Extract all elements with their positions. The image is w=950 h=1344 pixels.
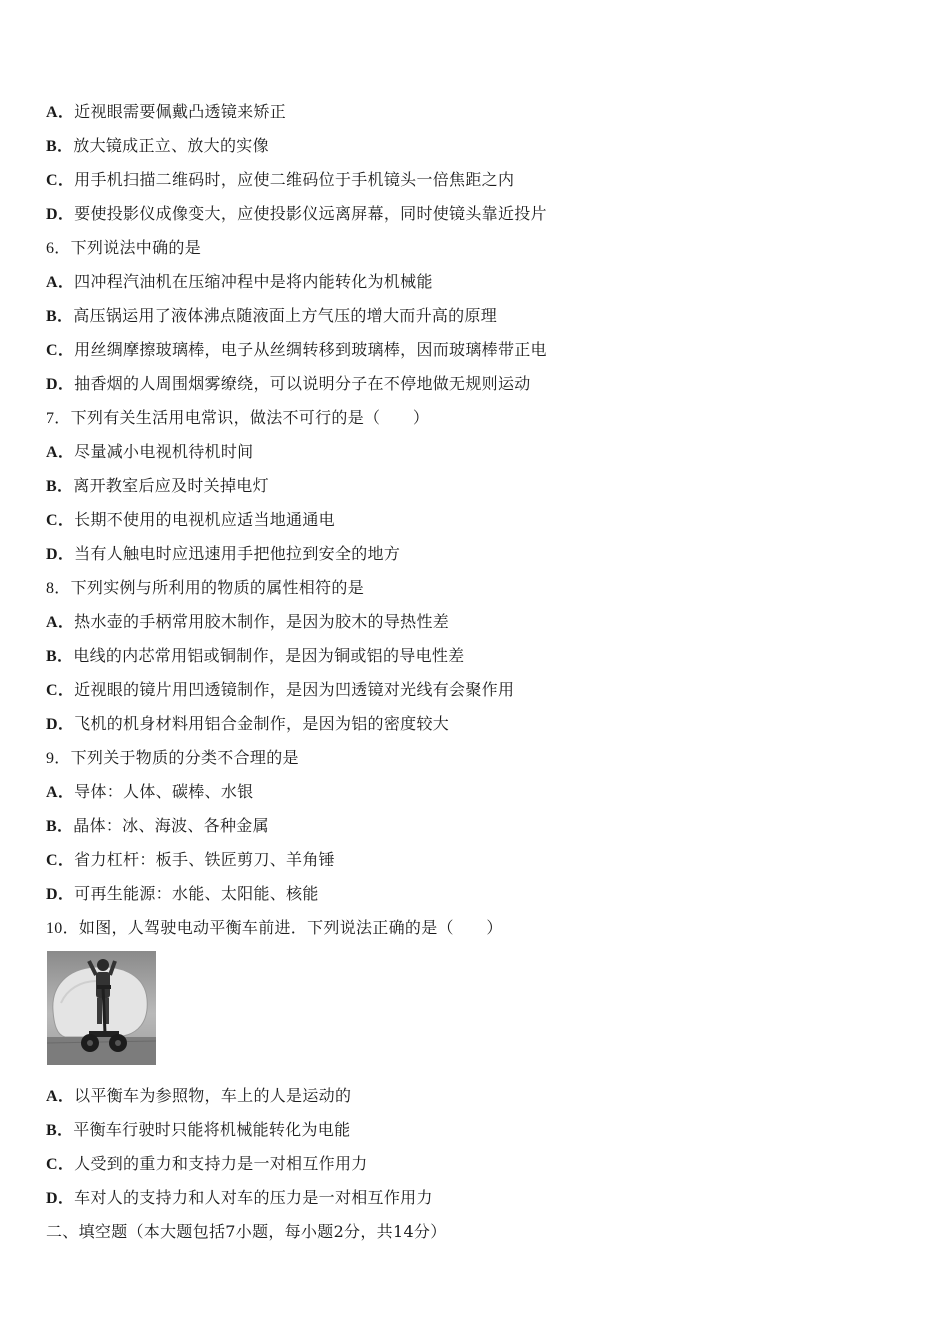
option-letter: A．	[46, 1088, 75, 1105]
option-letter: B．	[46, 648, 74, 665]
option-text: 用手机扫描二维码时，应使二维码位于手机镜头一倍焦距之内	[74, 170, 515, 189]
q10-option-c	[46, 1154, 368, 1175]
option-letter: C．	[46, 682, 75, 699]
option-text: 以平衡车为参照物，车上的人是运动的	[74, 1086, 352, 1105]
question-6	[46, 238, 201, 259]
q10-option-d	[46, 1188, 433, 1209]
option-text: 省力杠杆：板手、铁匠剪刀、羊角锤	[74, 850, 335, 869]
q5-option-c	[46, 170, 514, 191]
option-text: 四冲程汽油机在压缩冲程中是将内能转化为机械能	[74, 272, 433, 291]
q8-option-a	[46, 612, 449, 633]
option-text: 尽量减小电视机待机时间	[74, 442, 254, 461]
option-letter: A．	[46, 104, 75, 121]
option-letter: B．	[46, 138, 74, 155]
question-stem: 下列有关生活用电常识，做法不可行的是（ ）	[70, 408, 430, 427]
option-text: 离开教室后应及时关掉电灯	[73, 476, 269, 495]
option-letter: B．	[46, 818, 74, 835]
option-text: 用丝绸摩擦玻璃棒，电子从丝绸转移到玻璃棒，因而玻璃棒带正电	[74, 340, 547, 359]
option-letter: C．	[46, 852, 75, 869]
option-letter: D．	[46, 546, 75, 563]
q7-option-b	[46, 476, 269, 497]
option-letter: C．	[46, 512, 75, 529]
option-letter: A．	[46, 784, 75, 801]
option-letter: A．	[46, 274, 75, 291]
option-letter: D．	[46, 716, 75, 733]
option-text: 抽香烟的人周围烟雾缭绕，可以说明分子在不停地做无规则运动	[74, 374, 531, 393]
q6-option-c	[46, 340, 547, 361]
option-text: 热水壶的手柄常用胶木制作，是因为胶木的导热性差	[74, 612, 450, 631]
q8-option-d	[46, 714, 449, 735]
q9-option-a	[46, 782, 253, 803]
option-text: 高压锅运用了液体沸点随液面上方气压的增大而升高的原理	[73, 306, 498, 325]
option-letter: B．	[46, 308, 74, 325]
q10-option-a	[46, 1086, 351, 1107]
question-8	[46, 578, 364, 599]
question-7	[46, 408, 429, 429]
segway-photo	[47, 951, 156, 1065]
section-title: 二、填空题（本大题包括7小题，每小题2分，共14分）	[46, 1222, 447, 1241]
option-letter: C．	[46, 172, 75, 189]
option-text: 人受到的重力和支持力是一对相互作用力	[74, 1154, 368, 1173]
option-letter: D．	[46, 206, 75, 223]
q7-option-c	[46, 510, 335, 531]
option-text: 长期不使用的电视机应适当地通通电	[74, 510, 335, 529]
option-text: 飞机的机身材料用铝合金制作，是因为铝的密度较大	[74, 714, 450, 733]
q7-option-a	[46, 442, 253, 463]
option-text: 近视眼需要佩戴凸透镜来矫正	[74, 102, 287, 121]
option-letter: B．	[46, 1122, 74, 1139]
option-letter: B．	[46, 478, 74, 495]
question-number: 9．	[46, 750, 71, 767]
question-number: 8．	[46, 580, 71, 597]
question-stem: 下列实例与所利用的物质的属性相符的是	[70, 578, 365, 597]
q8-option-b	[46, 646, 464, 667]
q9-option-d	[46, 884, 319, 905]
option-text: 近视眼的镜片用凹透镜制作，是因为凹透镜对光线有会聚作用	[74, 680, 515, 699]
q7-option-d	[46, 544, 400, 565]
option-letter: D．	[46, 376, 75, 393]
question-number: 6．	[46, 240, 71, 257]
q5-option-d	[46, 204, 547, 225]
option-text: 可再生能源：水能、太阳能、核能	[74, 884, 319, 903]
option-text: 当有人触电时应迅速用手把他拉到安全的地方	[74, 544, 401, 563]
q6-option-a	[46, 272, 433, 293]
q8-option-c	[46, 680, 514, 701]
question-number: 10．	[46, 920, 79, 937]
question-number: 7．	[46, 410, 71, 427]
question-10	[46, 918, 503, 939]
q9-option-c	[46, 850, 335, 871]
q6-option-b	[46, 306, 497, 327]
q6-option-d	[46, 374, 531, 395]
option-text: 放大镜成正立、放大的实像	[73, 136, 269, 155]
question-9	[46, 748, 299, 769]
option-letter: C．	[46, 342, 75, 359]
q9-option-b	[46, 816, 269, 837]
section-heading-fill-in	[46, 1222, 447, 1242]
question-stem: 下列说法中确的是	[70, 238, 202, 257]
option-text: 平衡车行驶时只能将机械能转化为电能	[73, 1120, 351, 1139]
option-text: 电线的内芯常用铝或铜制作，是因为铜或铝的导电性差	[73, 646, 465, 665]
q5-option-b	[46, 136, 269, 157]
q5-option-a	[46, 102, 286, 123]
option-letter: A．	[46, 614, 75, 631]
option-text: 导体：人体、碳棒、水银	[74, 782, 254, 801]
option-letter: A．	[46, 444, 75, 461]
question-stem: 如图，人驾驶电动平衡车前进．下列说法正确的是（ ）	[78, 918, 503, 937]
option-text: 晶体：冰、海波、各种金属	[73, 816, 269, 835]
q10-option-b	[46, 1120, 350, 1141]
option-text: 要使投影仪成像变大，应使投影仪远离屏幕，同时使镜头靠近投片	[74, 204, 547, 223]
option-letter: D．	[46, 886, 75, 903]
option-letter: C．	[46, 1156, 75, 1173]
option-text: 车对人的支持力和人对车的压力是一对相互作用力	[74, 1188, 433, 1207]
option-letter: D．	[46, 1190, 75, 1207]
question-stem: 下列关于物质的分类不合理的是	[70, 748, 299, 767]
